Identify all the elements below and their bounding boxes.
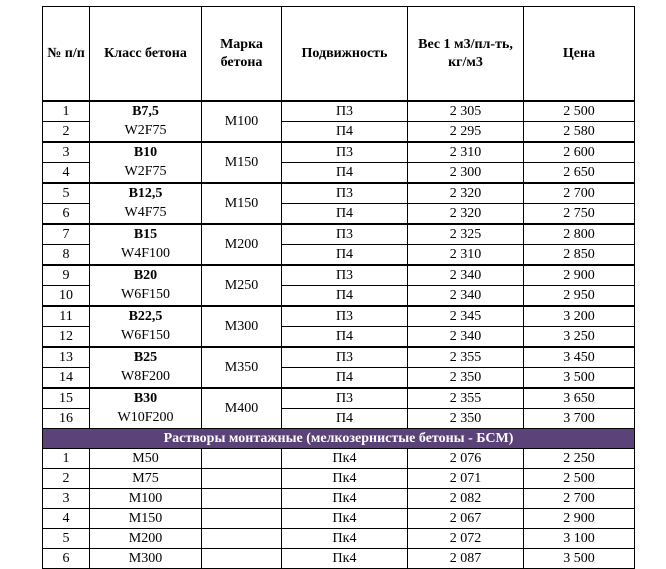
- row-number: 6: [43, 549, 90, 569]
- mobility: Пк4: [282, 489, 408, 509]
- concrete-spec: W4F100: [90, 245, 202, 266]
- price: 2 250: [524, 449, 635, 469]
- table-row: [43, 163, 635, 184]
- mobility: П4: [282, 163, 408, 184]
- row-number: 1: [43, 449, 90, 469]
- weight: 2 310: [408, 245, 524, 266]
- row-number: 1: [43, 101, 90, 122]
- concrete-spec: W2F75: [90, 122, 202, 143]
- weight: 2 300: [408, 163, 524, 184]
- row-number: 2: [43, 122, 90, 143]
- concrete-mark: М300: [202, 306, 282, 347]
- mortar-class: М300: [90, 549, 202, 569]
- concrete-spec: W4F75: [90, 204, 202, 225]
- weight: 2 325: [408, 224, 524, 245]
- mobility: П3: [282, 101, 408, 122]
- table-row: [43, 388, 635, 409]
- concrete-mark: М150: [202, 142, 282, 183]
- concrete-class: B30: [90, 388, 202, 409]
- mortar-mark: [202, 449, 282, 469]
- price: 2 900: [524, 265, 635, 286]
- table-row: [43, 368, 635, 389]
- mobility: Пк4: [282, 449, 408, 469]
- mobility: П4: [282, 409, 408, 429]
- price: 2 850: [524, 245, 635, 266]
- price: 3 250: [524, 327, 635, 348]
- header-mobility: Подвижность: [282, 7, 408, 102]
- weight: 2 355: [408, 388, 524, 409]
- table-row: [43, 265, 635, 286]
- price: 3 500: [524, 549, 635, 569]
- mobility: П3: [282, 306, 408, 327]
- table-row: [43, 204, 635, 225]
- mobility: Пк4: [282, 469, 408, 489]
- row-number: 5: [43, 183, 90, 204]
- row-number: 13: [43, 347, 90, 368]
- weight: 2 340: [408, 265, 524, 286]
- row-number: 14: [43, 368, 90, 389]
- row-number: 12: [43, 327, 90, 348]
- mobility: П3: [282, 265, 408, 286]
- table-row: [43, 327, 635, 348]
- concrete-mark: М250: [202, 265, 282, 306]
- concrete-class: B12,5: [90, 183, 202, 204]
- table-row: [43, 183, 635, 204]
- concrete-spec: W8F200: [90, 368, 202, 389]
- mobility: Пк4: [282, 549, 408, 569]
- mobility: П3: [282, 142, 408, 163]
- price: 3 500: [524, 368, 635, 389]
- concrete-class: B22,5: [90, 306, 202, 327]
- weight: 2 067: [408, 509, 524, 529]
- mortar-body: [43, 449, 635, 569]
- concrete-class: B20: [90, 265, 202, 286]
- row-number: 2: [43, 469, 90, 489]
- table-row: [43, 306, 635, 327]
- concrete-mark: М350: [202, 347, 282, 388]
- price: 2 500: [524, 101, 635, 122]
- mobility: П4: [282, 245, 408, 266]
- weight: 2 320: [408, 204, 524, 225]
- concrete-spec: W2F75: [90, 163, 202, 184]
- table-row: [43, 245, 635, 266]
- concrete-class: B15: [90, 224, 202, 245]
- mobility: Пк4: [282, 509, 408, 529]
- row-number: 8: [43, 245, 90, 266]
- price: 3 200: [524, 306, 635, 327]
- row-number: 16: [43, 409, 90, 429]
- concrete-class: B25: [90, 347, 202, 368]
- weight: 2 082: [408, 489, 524, 509]
- concrete-mark: М200: [202, 224, 282, 265]
- concrete-mark: М400: [202, 388, 282, 429]
- weight: 2 345: [408, 306, 524, 327]
- price: 2 600: [524, 142, 635, 163]
- table-row: [43, 286, 635, 307]
- table-row: [43, 101, 635, 122]
- mobility: П4: [282, 122, 408, 143]
- concrete-class: B10: [90, 142, 202, 163]
- price: 2 750: [524, 204, 635, 225]
- weight: 2 350: [408, 409, 524, 429]
- weight: 2 350: [408, 368, 524, 389]
- concrete-body: [43, 101, 635, 429]
- table-row: [43, 489, 635, 509]
- price: 2 580: [524, 122, 635, 143]
- mortar-class: М75: [90, 469, 202, 489]
- mobility: П4: [282, 327, 408, 348]
- price: 3 700: [524, 409, 635, 429]
- row-number: 15: [43, 388, 90, 409]
- concrete-mark: М150: [202, 183, 282, 224]
- mobility: П3: [282, 347, 408, 368]
- concrete-class: B7,5: [90, 101, 202, 122]
- table-row: [43, 122, 635, 143]
- weight: 2 087: [408, 549, 524, 569]
- mortar-class: М150: [90, 509, 202, 529]
- mortar-mark: [202, 509, 282, 529]
- weight: 2 340: [408, 286, 524, 307]
- row-number: 6: [43, 204, 90, 225]
- price: 3 450: [524, 347, 635, 368]
- table-row: [43, 142, 635, 163]
- mortar-class: М200: [90, 529, 202, 549]
- table-row: [43, 549, 635, 569]
- price-table: [42, 6, 635, 569]
- mortar-class: М50: [90, 449, 202, 469]
- concrete-spec: W6F150: [90, 327, 202, 348]
- section-title: Растворы монтажные (мелкозернистые бетоны - БСМ): [43, 429, 635, 449]
- table-row: [43, 469, 635, 489]
- price: 2 650: [524, 163, 635, 184]
- header-price: Цена: [524, 7, 635, 102]
- row-number: 9: [43, 265, 90, 286]
- section-body: [43, 429, 635, 449]
- weight: 2 072: [408, 529, 524, 549]
- mobility: П4: [282, 368, 408, 389]
- table-row: [43, 529, 635, 549]
- concrete-mark: М100: [202, 101, 282, 142]
- weight: 2 305: [408, 101, 524, 122]
- row-number: 5: [43, 529, 90, 549]
- price: 2 800: [524, 224, 635, 245]
- table-row: [43, 409, 635, 429]
- table-row: [43, 347, 635, 368]
- mortar-class: М100: [90, 489, 202, 509]
- table-row: [43, 509, 635, 529]
- row-number: 10: [43, 286, 90, 307]
- price: 2 500: [524, 469, 635, 489]
- header-mark: Марка бетона: [202, 7, 282, 102]
- header-row: [43, 7, 635, 102]
- price: 2 700: [524, 183, 635, 204]
- header-weight: Вес 1 м3/пл-ть, кг/м3: [408, 7, 524, 102]
- price: 2 700: [524, 489, 635, 509]
- mobility: Пк4: [282, 529, 408, 549]
- weight: 2 310: [408, 142, 524, 163]
- concrete-spec: W10F200: [90, 409, 202, 429]
- weight: 2 071: [408, 469, 524, 489]
- row-number: 4: [43, 509, 90, 529]
- weight: 2 340: [408, 327, 524, 348]
- table-row: [43, 449, 635, 469]
- mortar-mark: [202, 489, 282, 509]
- mortar-mark: [202, 529, 282, 549]
- concrete-spec: W6F150: [90, 286, 202, 307]
- weight: 2 076: [408, 449, 524, 469]
- weight: 2 295: [408, 122, 524, 143]
- row-number: 7: [43, 224, 90, 245]
- row-number: 11: [43, 306, 90, 327]
- mobility: П3: [282, 183, 408, 204]
- price: 3 650: [524, 388, 635, 409]
- weight: 2 320: [408, 183, 524, 204]
- price: 2 900: [524, 509, 635, 529]
- mortar-mark: [202, 469, 282, 489]
- row-number: 4: [43, 163, 90, 184]
- header-class: Класс бетона: [90, 7, 202, 102]
- weight: 2 355: [408, 347, 524, 368]
- section-row: [43, 429, 635, 449]
- mobility: П3: [282, 224, 408, 245]
- mobility: П4: [282, 204, 408, 225]
- mobility: П4: [282, 286, 408, 307]
- row-number: 3: [43, 489, 90, 509]
- mobility: П3: [282, 388, 408, 409]
- price: 2 950: [524, 286, 635, 307]
- table-row: [43, 224, 635, 245]
- row-number: 3: [43, 142, 90, 163]
- price: 3 100: [524, 529, 635, 549]
- header-num: № п/п: [43, 7, 90, 102]
- mortar-mark: [202, 549, 282, 569]
